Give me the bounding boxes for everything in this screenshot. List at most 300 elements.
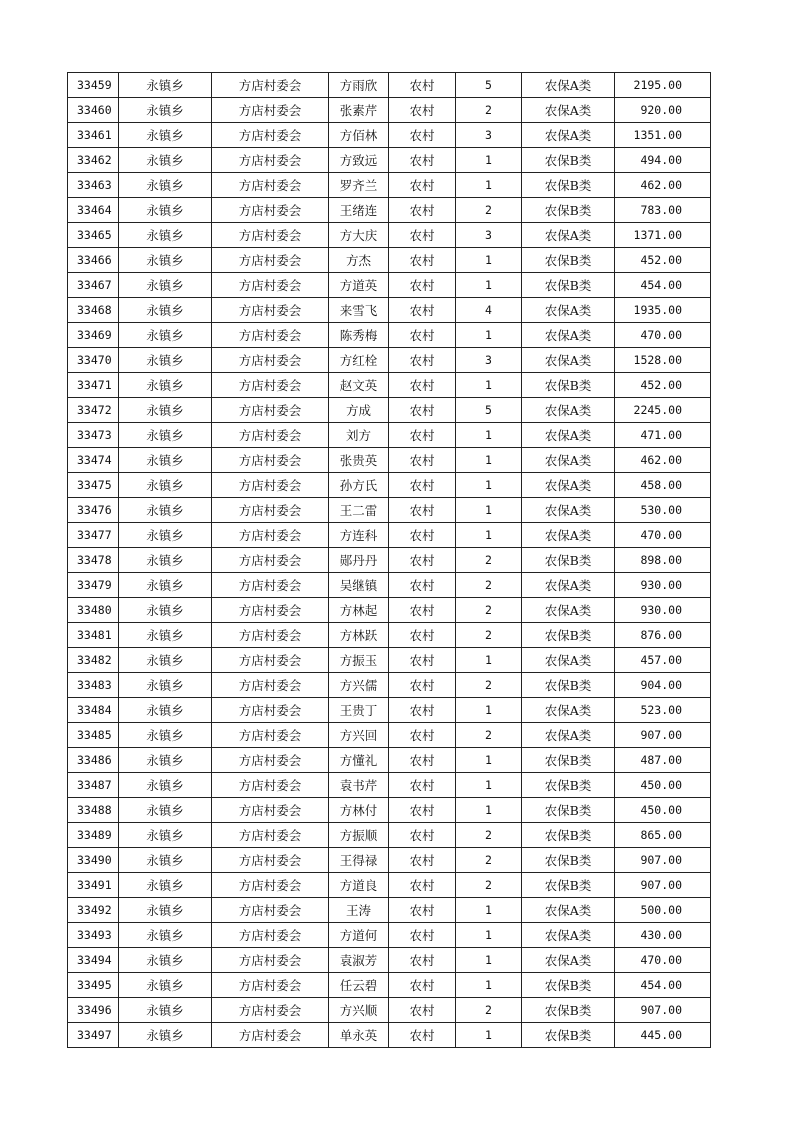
table-body — [68, 73, 711, 1048]
person-count-cell: 1 — [456, 898, 522, 923]
row-id-cell: 33463 — [68, 173, 119, 198]
table-row — [68, 323, 711, 348]
row-id-cell: 33469 — [68, 323, 119, 348]
row-id-cell: 33495 — [68, 973, 119, 998]
household-type-cell: 农村 — [389, 173, 456, 198]
village-committee-cell: 方店村委会 — [212, 1023, 329, 1048]
name-cell: 刘方 — [329, 423, 389, 448]
village-committee-cell: 方店村委会 — [212, 148, 329, 173]
amount-cell: 907.00 — [615, 998, 711, 1023]
row-id-cell: 33488 — [68, 798, 119, 823]
amount-cell: 454.00 — [615, 273, 711, 298]
village-committee-cell: 方店村委会 — [212, 873, 329, 898]
name-cell: 方懂礼 — [329, 748, 389, 773]
township-cell: 永镇乡 — [119, 598, 212, 623]
name-cell: 方雨欣 — [329, 73, 389, 98]
person-count-cell: 2 — [456, 573, 522, 598]
township-cell: 永镇乡 — [119, 698, 212, 723]
household-type-cell: 农村 — [389, 473, 456, 498]
insurance-category-cell: 农保B类 — [522, 623, 615, 648]
village-committee-cell: 方店村委会 — [212, 398, 329, 423]
amount-cell: 450.00 — [615, 798, 711, 823]
township-cell: 永镇乡 — [119, 573, 212, 598]
name-cell: 吴继镇 — [329, 573, 389, 598]
table-row — [68, 1023, 711, 1048]
person-count-cell: 1 — [456, 423, 522, 448]
table-row — [68, 73, 711, 98]
person-count-cell: 2 — [456, 673, 522, 698]
insurance-category-cell: 农保A类 — [522, 498, 615, 523]
village-committee-cell: 方店村委会 — [212, 223, 329, 248]
row-id-cell: 33461 — [68, 123, 119, 148]
person-count-cell: 2 — [456, 598, 522, 623]
village-committee-cell: 方店村委会 — [212, 423, 329, 448]
table-row — [68, 523, 711, 548]
household-type-cell: 农村 — [389, 623, 456, 648]
township-cell: 永镇乡 — [119, 998, 212, 1023]
name-cell: 方道良 — [329, 873, 389, 898]
table-row — [68, 723, 711, 748]
household-type-cell: 农村 — [389, 198, 456, 223]
household-type-cell: 农村 — [389, 98, 456, 123]
village-committee-cell: 方店村委会 — [212, 673, 329, 698]
insurance-category-cell: 农保A类 — [522, 898, 615, 923]
insurance-category-cell: 农保A类 — [522, 473, 615, 498]
amount-cell: 1528.00 — [615, 348, 711, 373]
village-committee-cell: 方店村委会 — [212, 823, 329, 848]
name-cell: 张贵英 — [329, 448, 389, 473]
amount-cell: 452.00 — [615, 373, 711, 398]
row-id-cell: 33490 — [68, 848, 119, 873]
row-id-cell: 33476 — [68, 498, 119, 523]
person-count-cell: 1 — [456, 523, 522, 548]
insurance-category-cell: 农保B类 — [522, 373, 615, 398]
household-type-cell: 农村 — [389, 523, 456, 548]
row-id-cell: 33497 — [68, 1023, 119, 1048]
village-committee-cell: 方店村委会 — [212, 848, 329, 873]
household-type-cell: 农村 — [389, 398, 456, 423]
name-cell: 王贵丁 — [329, 698, 389, 723]
row-id-cell: 33477 — [68, 523, 119, 548]
insurance-category-cell: 农保B类 — [522, 548, 615, 573]
amount-cell: 523.00 — [615, 698, 711, 723]
table-row — [68, 148, 711, 173]
person-count-cell: 3 — [456, 223, 522, 248]
household-type-cell: 农村 — [389, 773, 456, 798]
insurance-category-cell: 农保A类 — [522, 723, 615, 748]
household-type-cell: 农村 — [389, 1023, 456, 1048]
township-cell: 永镇乡 — [119, 773, 212, 798]
name-cell: 郧丹丹 — [329, 548, 389, 573]
person-count-cell: 3 — [456, 348, 522, 373]
data-table — [67, 72, 711, 1048]
table-row — [68, 248, 711, 273]
township-cell: 永镇乡 — [119, 73, 212, 98]
township-cell: 永镇乡 — [119, 473, 212, 498]
insurance-category-cell: 农保B类 — [522, 848, 615, 873]
village-committee-cell: 方店村委会 — [212, 773, 329, 798]
household-type-cell: 农村 — [389, 323, 456, 348]
table-row — [68, 273, 711, 298]
person-count-cell: 1 — [456, 1023, 522, 1048]
township-cell: 永镇乡 — [119, 523, 212, 548]
amount-cell: 898.00 — [615, 548, 711, 573]
table-row — [68, 823, 711, 848]
household-type-cell: 农村 — [389, 998, 456, 1023]
person-count-cell: 1 — [456, 273, 522, 298]
household-type-cell: 农村 — [389, 573, 456, 598]
household-type-cell: 农村 — [389, 948, 456, 973]
name-cell: 王得禄 — [329, 848, 389, 873]
household-type-cell: 农村 — [389, 298, 456, 323]
village-committee-cell: 方店村委会 — [212, 323, 329, 348]
village-committee-cell: 方店村委会 — [212, 448, 329, 473]
table-row — [68, 648, 711, 673]
row-id-cell: 33470 — [68, 348, 119, 373]
table-row — [68, 173, 711, 198]
insurance-category-cell: 农保A类 — [522, 523, 615, 548]
row-id-cell: 33486 — [68, 748, 119, 773]
row-id-cell: 33484 — [68, 698, 119, 723]
township-cell: 永镇乡 — [119, 873, 212, 898]
name-cell: 方振玉 — [329, 648, 389, 673]
village-committee-cell: 方店村委会 — [212, 998, 329, 1023]
amount-cell: 458.00 — [615, 473, 711, 498]
insurance-category-cell: 农保A类 — [522, 573, 615, 598]
amount-cell: 500.00 — [615, 898, 711, 923]
household-type-cell: 农村 — [389, 848, 456, 873]
name-cell: 来雪飞 — [329, 298, 389, 323]
person-count-cell: 5 — [456, 73, 522, 98]
name-cell: 方成 — [329, 398, 389, 423]
township-cell: 永镇乡 — [119, 223, 212, 248]
village-committee-cell: 方店村委会 — [212, 173, 329, 198]
village-committee-cell: 方店村委会 — [212, 98, 329, 123]
household-type-cell: 农村 — [389, 423, 456, 448]
name-cell: 王涛 — [329, 898, 389, 923]
name-cell: 方红栓 — [329, 348, 389, 373]
household-type-cell: 农村 — [389, 148, 456, 173]
village-committee-cell: 方店村委会 — [212, 723, 329, 748]
township-cell: 永镇乡 — [119, 823, 212, 848]
amount-cell: 445.00 — [615, 1023, 711, 1048]
household-type-cell: 农村 — [389, 723, 456, 748]
township-cell: 永镇乡 — [119, 648, 212, 673]
amount-cell: 1935.00 — [615, 298, 711, 323]
person-count-cell: 1 — [456, 973, 522, 998]
row-id-cell: 33465 — [68, 223, 119, 248]
village-committee-cell: 方店村委会 — [212, 248, 329, 273]
person-count-cell: 1 — [456, 923, 522, 948]
person-count-cell: 1 — [456, 473, 522, 498]
village-committee-cell: 方店村委会 — [212, 898, 329, 923]
insurance-category-cell: 农保B类 — [522, 873, 615, 898]
person-count-cell: 1 — [456, 773, 522, 798]
table-row — [68, 598, 711, 623]
amount-cell: 487.00 — [615, 748, 711, 773]
data-table-wrapper — [67, 72, 711, 1048]
household-type-cell: 农村 — [389, 698, 456, 723]
village-committee-cell: 方店村委会 — [212, 598, 329, 623]
row-id-cell: 33472 — [68, 398, 119, 423]
amount-cell: 2195.00 — [615, 73, 711, 98]
person-count-cell: 1 — [456, 323, 522, 348]
row-id-cell: 33485 — [68, 723, 119, 748]
township-cell: 永镇乡 — [119, 748, 212, 773]
insurance-category-cell: 农保B类 — [522, 198, 615, 223]
township-cell: 永镇乡 — [119, 398, 212, 423]
name-cell: 王绪连 — [329, 198, 389, 223]
township-cell: 永镇乡 — [119, 498, 212, 523]
amount-cell: 530.00 — [615, 498, 711, 523]
row-id-cell: 33468 — [68, 298, 119, 323]
table-row — [68, 473, 711, 498]
row-id-cell: 33491 — [68, 873, 119, 898]
row-id-cell: 33474 — [68, 448, 119, 473]
insurance-category-cell: 农保A类 — [522, 423, 615, 448]
table-row — [68, 198, 711, 223]
amount-cell: 454.00 — [615, 973, 711, 998]
insurance-category-cell: 农保A类 — [522, 948, 615, 973]
township-cell: 永镇乡 — [119, 723, 212, 748]
amount-cell: 450.00 — [615, 773, 711, 798]
insurance-category-cell: 农保B类 — [522, 773, 615, 798]
household-type-cell: 农村 — [389, 598, 456, 623]
township-cell: 永镇乡 — [119, 198, 212, 223]
table-row — [68, 698, 711, 723]
amount-cell: 930.00 — [615, 573, 711, 598]
township-cell: 永镇乡 — [119, 848, 212, 873]
name-cell: 袁书芹 — [329, 773, 389, 798]
row-id-cell: 33475 — [68, 473, 119, 498]
village-committee-cell: 方店村委会 — [212, 623, 329, 648]
name-cell: 方兴儒 — [329, 673, 389, 698]
township-cell: 永镇乡 — [119, 273, 212, 298]
household-type-cell: 农村 — [389, 373, 456, 398]
table-row — [68, 423, 711, 448]
name-cell: 方兴顺 — [329, 998, 389, 1023]
insurance-category-cell: 农保A类 — [522, 298, 615, 323]
insurance-category-cell: 农保B类 — [522, 1023, 615, 1048]
amount-cell: 904.00 — [615, 673, 711, 698]
person-count-cell: 1 — [456, 748, 522, 773]
amount-cell: 430.00 — [615, 923, 711, 948]
row-id-cell: 33494 — [68, 948, 119, 973]
village-committee-cell: 方店村委会 — [212, 798, 329, 823]
village-committee-cell: 方店村委会 — [212, 748, 329, 773]
person-count-cell: 1 — [456, 448, 522, 473]
table-row — [68, 623, 711, 648]
name-cell: 方大庆 — [329, 223, 389, 248]
township-cell: 永镇乡 — [119, 548, 212, 573]
household-type-cell: 农村 — [389, 898, 456, 923]
person-count-cell: 1 — [456, 248, 522, 273]
amount-cell: 1351.00 — [615, 123, 711, 148]
row-id-cell: 33459 — [68, 73, 119, 98]
row-id-cell: 33483 — [68, 673, 119, 698]
name-cell: 方兴回 — [329, 723, 389, 748]
township-cell: 永镇乡 — [119, 1023, 212, 1048]
name-cell: 方振顺 — [329, 823, 389, 848]
table-row — [68, 773, 711, 798]
insurance-category-cell: 农保A类 — [522, 923, 615, 948]
person-count-cell: 1 — [456, 373, 522, 398]
person-count-cell: 1 — [456, 648, 522, 673]
insurance-category-cell: 农保A类 — [522, 448, 615, 473]
row-id-cell: 33481 — [68, 623, 119, 648]
table-row — [68, 373, 711, 398]
table-row — [68, 573, 711, 598]
person-count-cell: 1 — [456, 148, 522, 173]
township-cell: 永镇乡 — [119, 323, 212, 348]
table-row — [68, 448, 711, 473]
name-cell: 张素芹 — [329, 98, 389, 123]
insurance-category-cell: 农保B类 — [522, 273, 615, 298]
insurance-category-cell: 农保A类 — [522, 698, 615, 723]
township-cell: 永镇乡 — [119, 423, 212, 448]
insurance-category-cell: 农保B类 — [522, 148, 615, 173]
village-committee-cell: 方店村委会 — [212, 198, 329, 223]
household-type-cell: 农村 — [389, 973, 456, 998]
household-type-cell: 农村 — [389, 873, 456, 898]
village-committee-cell: 方店村委会 — [212, 73, 329, 98]
household-type-cell: 农村 — [389, 673, 456, 698]
township-cell: 永镇乡 — [119, 898, 212, 923]
insurance-category-cell: 农保B类 — [522, 748, 615, 773]
person-count-cell: 1 — [456, 948, 522, 973]
village-committee-cell: 方店村委会 — [212, 948, 329, 973]
household-type-cell: 农村 — [389, 823, 456, 848]
table-row — [68, 998, 711, 1023]
insurance-category-cell: 农保A类 — [522, 123, 615, 148]
row-id-cell: 33489 — [68, 823, 119, 848]
insurance-category-cell: 农保A类 — [522, 648, 615, 673]
row-id-cell: 33492 — [68, 898, 119, 923]
amount-cell: 907.00 — [615, 723, 711, 748]
insurance-category-cell: 农保A类 — [522, 73, 615, 98]
row-id-cell: 33466 — [68, 248, 119, 273]
household-type-cell: 农村 — [389, 273, 456, 298]
row-id-cell: 33478 — [68, 548, 119, 573]
person-count-cell: 5 — [456, 398, 522, 423]
row-id-cell: 33467 — [68, 273, 119, 298]
township-cell: 永镇乡 — [119, 173, 212, 198]
row-id-cell: 33487 — [68, 773, 119, 798]
amount-cell: 783.00 — [615, 198, 711, 223]
person-count-cell: 1 — [456, 173, 522, 198]
township-cell: 永镇乡 — [119, 798, 212, 823]
township-cell: 永镇乡 — [119, 123, 212, 148]
table-row — [68, 548, 711, 573]
village-committee-cell: 方店村委会 — [212, 923, 329, 948]
name-cell: 方林起 — [329, 598, 389, 623]
township-cell: 永镇乡 — [119, 148, 212, 173]
insurance-category-cell: 农保B类 — [522, 823, 615, 848]
household-type-cell: 农村 — [389, 648, 456, 673]
table-row — [68, 498, 711, 523]
village-committee-cell: 方店村委会 — [212, 348, 329, 373]
row-id-cell: 33473 — [68, 423, 119, 448]
amount-cell: 865.00 — [615, 823, 711, 848]
amount-cell: 462.00 — [615, 173, 711, 198]
insurance-category-cell: 农保A类 — [522, 348, 615, 373]
name-cell: 陈秀梅 — [329, 323, 389, 348]
village-committee-cell: 方店村委会 — [212, 298, 329, 323]
amount-cell: 876.00 — [615, 623, 711, 648]
village-committee-cell: 方店村委会 — [212, 473, 329, 498]
table-row — [68, 923, 711, 948]
name-cell: 方林跃 — [329, 623, 389, 648]
township-cell: 永镇乡 — [119, 373, 212, 398]
amount-cell: 462.00 — [615, 448, 711, 473]
village-committee-cell: 方店村委会 — [212, 648, 329, 673]
name-cell: 孙方氏 — [329, 473, 389, 498]
row-id-cell: 33479 — [68, 573, 119, 598]
household-type-cell: 农村 — [389, 548, 456, 573]
name-cell: 方杰 — [329, 248, 389, 273]
amount-cell: 470.00 — [615, 323, 711, 348]
table-row — [68, 348, 711, 373]
table-row — [68, 848, 711, 873]
name-cell: 方佰林 — [329, 123, 389, 148]
amount-cell: 920.00 — [615, 98, 711, 123]
person-count-cell: 1 — [456, 698, 522, 723]
insurance-category-cell: 农保B类 — [522, 973, 615, 998]
name-cell: 赵文英 — [329, 373, 389, 398]
name-cell: 王二雷 — [329, 498, 389, 523]
township-cell: 永镇乡 — [119, 973, 212, 998]
insurance-category-cell: 农保A类 — [522, 98, 615, 123]
amount-cell: 494.00 — [615, 148, 711, 173]
name-cell: 袁淑芳 — [329, 948, 389, 973]
name-cell: 任云碧 — [329, 973, 389, 998]
household-type-cell: 农村 — [389, 248, 456, 273]
name-cell: 方林付 — [329, 798, 389, 823]
person-count-cell: 2 — [456, 98, 522, 123]
name-cell: 方致远 — [329, 148, 389, 173]
township-cell: 永镇乡 — [119, 248, 212, 273]
table-row — [68, 873, 711, 898]
insurance-category-cell: 农保A类 — [522, 323, 615, 348]
insurance-category-cell: 农保A类 — [522, 598, 615, 623]
name-cell: 方道英 — [329, 273, 389, 298]
township-cell: 永镇乡 — [119, 948, 212, 973]
row-id-cell: 33482 — [68, 648, 119, 673]
amount-cell: 470.00 — [615, 523, 711, 548]
village-committee-cell: 方店村委会 — [212, 498, 329, 523]
township-cell: 永镇乡 — [119, 448, 212, 473]
township-cell: 永镇乡 — [119, 298, 212, 323]
person-count-cell: 2 — [456, 198, 522, 223]
table-row — [68, 98, 711, 123]
person-count-cell: 2 — [456, 998, 522, 1023]
amount-cell: 470.00 — [615, 948, 711, 973]
township-cell: 永镇乡 — [119, 348, 212, 373]
person-count-cell: 2 — [456, 623, 522, 648]
person-count-cell: 2 — [456, 873, 522, 898]
row-id-cell: 33496 — [68, 998, 119, 1023]
table-row — [68, 973, 711, 998]
insurance-category-cell: 农保B类 — [522, 173, 615, 198]
household-type-cell: 农村 — [389, 498, 456, 523]
amount-cell: 930.00 — [615, 598, 711, 623]
household-type-cell: 农村 — [389, 223, 456, 248]
amount-cell: 907.00 — [615, 873, 711, 898]
township-cell: 永镇乡 — [119, 673, 212, 698]
village-committee-cell: 方店村委会 — [212, 123, 329, 148]
name-cell: 方道何 — [329, 923, 389, 948]
table-row — [68, 673, 711, 698]
